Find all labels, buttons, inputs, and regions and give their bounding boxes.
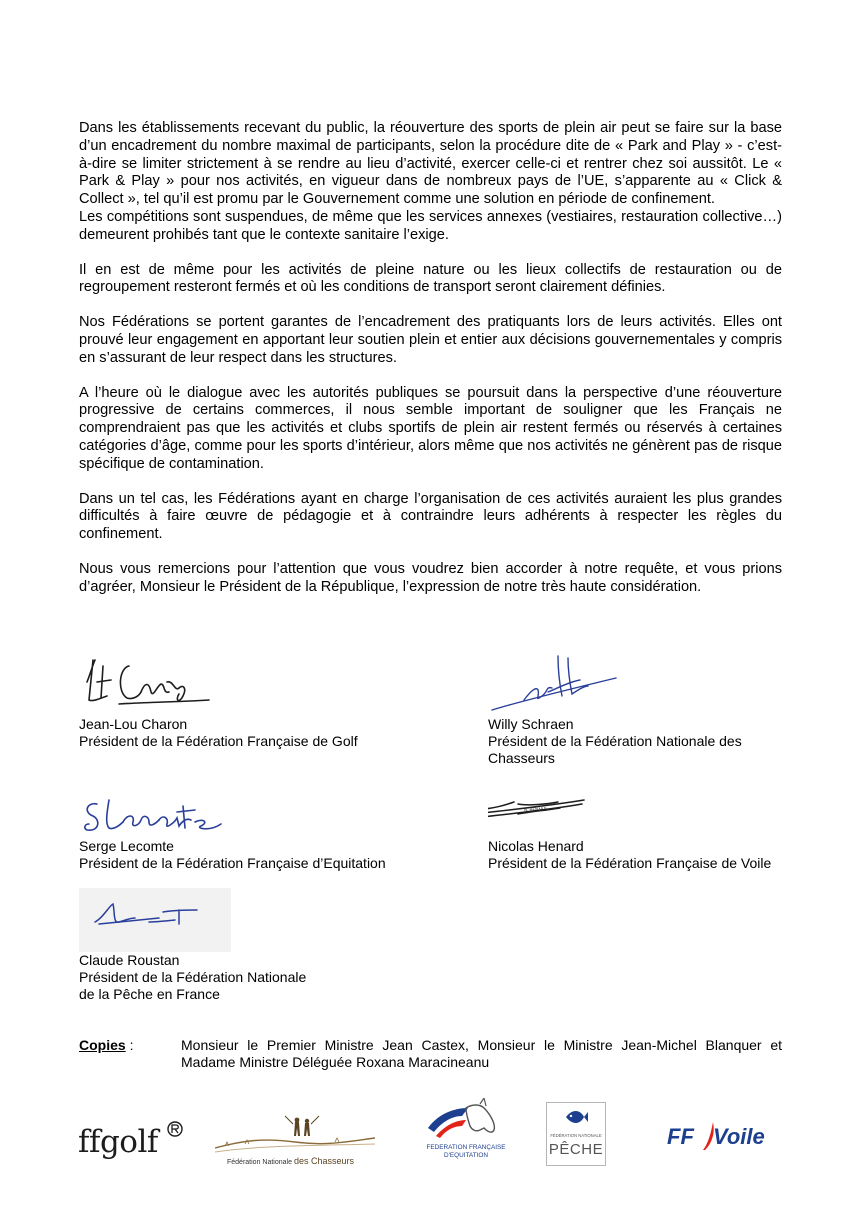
paragraph-competitions: Les compétitions sont suspendues, de même que les services annexes (vestiaires, restauration collective…) demeurent prohibés tant que le contexte sanitaire l’exige. <box>79 208 782 243</box>
signatory-name: Jean-Lou Charon <box>79 716 188 732</box>
handwritten-signature-henard <box>488 792 608 838</box>
signatory-title: Président de la Fédération Française d’Equitation <box>79 855 386 871</box>
signatory-title: Président de la Fédération Nationale <box>79 969 307 985</box>
signature-scan-background <box>79 888 231 952</box>
handwritten-signature-lecomte <box>79 792 229 838</box>
signature-block-charon <box>79 652 409 750</box>
peche-logo: FÉDÉRATION NATIONALE PÊCHE <box>546 1102 606 1166</box>
paragraph-park-and-play: Dans les établissements recevant du public, la réouverture des sports de plein air peut se faire sur la base d’un encadrement du nombre maximal de participants, selon la procédure dite de « Park and Play » - c’est-à-dire se limiter strictement à se rendre au lieu d’activité, exercer celle-ci et rentrer chez soi aussitôt. Le « Park & Play » pour nos activités, en vigueur dans de nombreux pays de l’UE, s’apparente au « Click & Collect », tel qu’il est promu par le Gouvernement comme une solution en période de confinement. <box>79 120 782 208</box>
registered-mark-icon <box>166 1120 184 1138</box>
handwritten-signature-schraen <box>488 652 628 716</box>
equitation-wordmark: FEDERATION FRANÇAISE D'EQUITATION <box>426 1144 506 1159</box>
horse-head-icon <box>418 1098 514 1144</box>
copies-label: Copies : <box>79 1037 134 1053</box>
fish-icon <box>564 1107 588 1127</box>
signatory-title: Président de la Fédération Française de Voile <box>488 855 772 871</box>
signatory-title: Président de la Fédération Française de Golf <box>79 733 358 749</box>
signatory-name: Willy Schraen <box>488 716 574 732</box>
paragraph-federations-garantes: Nos Fédérations se portent garantes de l’encadrement des pratiquants lors de leurs activités. Elles ont prouvé leur engagement en apportant leur soutien plein et entier aux décisions gouvernementales y compris en s’assurant de leur respect dans les structures. <box>79 314 782 366</box>
paragraph-remerciements: Nous vous remercions pour l’attention que vous voudrez bien accorder à notre requête, et vous prions d’agréer, Monsieur le Président de la République, l’expression de notre très haute considération. <box>79 560 782 595</box>
signature-block-roustan <box>79 888 409 1003</box>
copies-recipients: Monsieur le Premier Ministre Jean Castex, Monsieur le Ministre Jean-Michel Blanquer et Madame Ministre Déléguée Roxana Maracineanu <box>181 1037 782 1070</box>
paragraph-pleine-nature: Il en est de même pour les activités de pleine nature ou les lieux collectifs de restauration ou de regroupement resteront fermés et où les conditions de transport seront clairement définies. <box>79 261 782 296</box>
signatory-title: Président de la Fédération Nationale des Chasseurs <box>488 733 742 766</box>
paragraph-tel-cas: Dans un tel cas, les Fédérations ayant en charge l’organisation de ces activités auraient les plus grandes difficultés à faire œuvre de pédagogie et à contraindre leurs adhérents à respecter les règles du confinement. <box>79 490 782 543</box>
signatory-name: Claude Roustan <box>79 952 180 968</box>
equitation-logo <box>418 1098 514 1166</box>
signature-block-henard <box>488 792 788 872</box>
letter-body <box>79 120 782 597</box>
chasseurs-logo <box>215 1112 375 1172</box>
chasseurs-wordmark: Fédération Nationale des Chasseurs <box>227 1156 354 1166</box>
signatory-name: Nicolas Henard <box>488 838 584 854</box>
hunters-landscape-icon <box>215 1112 375 1156</box>
handwritten-signature-roustan <box>79 888 231 952</box>
signatory-title-continued: de la Pêche en France <box>79 986 220 1002</box>
ffvoile-logo: FF Voile <box>667 1122 767 1158</box>
svg-text:N. HENARD: N. HENARD <box>524 807 547 812</box>
signature-block-lecomte <box>79 792 409 872</box>
paragraph-dialogue: A l’heure où le dialogue avec les autorités publiques se poursuit dans la perspective d’une réouverture progressive de certains commerces, il nous semble important de souligner que les Français ne comprendraient pas que les activités et clubs sportifs de plein air restent fermés ou réservés à certaines catégories d’âge, comme pour les sports d’intérieur, alors même que nos activités ne génèrent pas de risque spécifique de contamination. <box>79 384 782 472</box>
handwritten-signature-charon <box>79 652 219 716</box>
ffgolf-logo: ffgolf <box>78 1120 188 1170</box>
signature-block-schraen <box>488 652 788 767</box>
signatory-name: Serge Lecomte <box>79 838 174 854</box>
